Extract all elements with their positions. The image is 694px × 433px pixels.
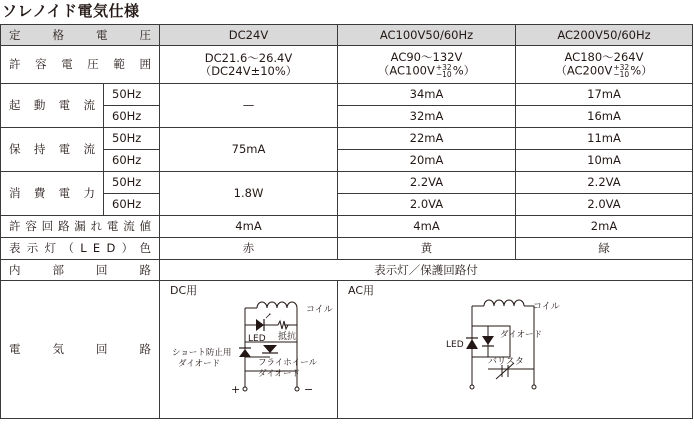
- holding-ac100-50: 22mA: [338, 128, 516, 150]
- ac100-range-note: （AC100V +32 −10 %）: [377, 63, 476, 79]
- label-internal-circuit: [1, 260, 160, 281]
- flywheel-label-1: フライホイール: [258, 358, 318, 368]
- label-char: 起: [9, 98, 21, 112]
- label-char: 気: [52, 342, 64, 356]
- freq-50hz: 50Hz: [104, 84, 160, 106]
- led-color-dc: 赤: [160, 238, 338, 260]
- label-char: 回: [96, 262, 108, 277]
- label-char: 容: [35, 57, 47, 71]
- ac-circuit-diagram: [338, 281, 693, 415]
- ac-diode-label: ダイオード: [500, 330, 543, 340]
- leakage-ac200: 2mA: [516, 216, 693, 238]
- freq-50hz: 50Hz: [104, 172, 160, 194]
- label-char: 色: [139, 241, 151, 255]
- label-char: L: [80, 241, 87, 255]
- spec-table: [0, 24, 693, 419]
- row-power-50: [1, 172, 693, 194]
- freq-60hz: 60Hz: [104, 150, 160, 172]
- protect-diode-label-1: ショート防止用: [172, 348, 232, 358]
- dc-circuit-diagram: [160, 281, 338, 415]
- label-char: 電: [96, 27, 108, 42]
- label-char: 許: [9, 57, 21, 71]
- leakage-ac100: 4mA: [338, 216, 516, 238]
- label-char: 電: [61, 57, 73, 71]
- label-char: 流: [83, 98, 95, 112]
- power-ac200-60: 2.0VA: [516, 194, 693, 216]
- ac200-range: AC180〜264V: [564, 50, 644, 64]
- dc-range-note: （DC24V±10%）: [199, 63, 298, 78]
- ac-led-label: LED: [446, 340, 464, 350]
- inrush-ac100-50: 34mA: [338, 84, 516, 106]
- label-char: れ: [90, 219, 103, 233]
- ac200-range-note: （AC200V +32 −10 %）: [555, 63, 653, 79]
- label-char: 電: [58, 98, 71, 112]
- label-char: 格: [52, 27, 64, 42]
- inrush-dc: —: [160, 84, 338, 128]
- flywheel-diode-symbol: [263, 345, 277, 353]
- ac-coil-label: コイル: [533, 302, 560, 312]
- label-led-color: [1, 238, 160, 260]
- label-char: 電: [106, 219, 119, 233]
- label-char: 電: [9, 342, 21, 356]
- label-char: 力: [83, 186, 95, 200]
- protect-diode-label-2: ダイオード: [178, 359, 221, 369]
- label-char: （: [62, 241, 74, 255]
- row-holding-50: [1, 128, 693, 150]
- freq-60hz: 60Hz: [104, 194, 160, 216]
- ac-diode-symbol: [482, 336, 494, 345]
- row-inrush-60: [1, 106, 693, 128]
- freq-50hz: 50Hz: [104, 128, 160, 150]
- page-title: ソレノイド電気仕様: [2, 2, 140, 20]
- dc-circuit-title: DC用: [170, 284, 198, 297]
- resistor-label: 抵抗: [278, 332, 297, 342]
- label-holding-current: [1, 128, 104, 172]
- label-char: 路: [57, 219, 70, 233]
- led-color-ac200: 緑: [516, 238, 693, 260]
- row-inrush-50: [1, 84, 693, 106]
- label-char: 灯: [44, 241, 57, 255]
- label-char: 囲: [139, 57, 151, 71]
- label-char: 費: [33, 186, 46, 200]
- label-char: 値: [139, 219, 151, 233]
- label-char: 部: [52, 262, 64, 277]
- label-char: 漏: [74, 219, 86, 233]
- ac-circuit-cell: [338, 281, 693, 419]
- label-char: 電: [58, 142, 71, 156]
- label-char: 圧: [139, 27, 151, 42]
- coil-label: コイル: [306, 305, 333, 315]
- inrush-ac200-50: 17mA: [516, 84, 693, 106]
- dc-circuit-cell: [160, 281, 338, 419]
- varistor-label: バリスタ: [488, 357, 524, 367]
- holding-ac200-60: 10mA: [516, 150, 693, 172]
- label-char: D: [106, 241, 116, 255]
- label-char: 電: [58, 186, 71, 200]
- label-char: 動: [33, 98, 46, 112]
- label-char: 圧: [87, 57, 99, 71]
- dc-range: DC21.6〜26.4V: [204, 50, 293, 65]
- label-allowable-voltage: [1, 46, 160, 84]
- header-dc: DC24V: [160, 25, 338, 46]
- row-allowable-voltage: [1, 46, 693, 84]
- allowable-voltage-ac200: [516, 46, 693, 84]
- row-electric-circuit: [1, 281, 693, 419]
- power-dc: 1.8W: [160, 172, 338, 216]
- label-char: 消: [9, 186, 21, 200]
- freq-60hz: 60Hz: [104, 106, 160, 128]
- holding-ac200-50: 11mA: [516, 128, 693, 150]
- ac-led-symbol: [466, 339, 478, 349]
- ac100-range: AC90〜132V: [390, 50, 463, 64]
- led-label: LED: [248, 334, 266, 344]
- holding-dc: 75mA: [160, 128, 338, 172]
- label-char: 路: [139, 262, 151, 277]
- label-leakage: [1, 216, 160, 238]
- label-char: ）: [121, 241, 134, 255]
- row-power-60: [1, 194, 693, 216]
- header-ac100: AC100V50/60Hz: [338, 25, 516, 46]
- allowable-voltage-dc: [160, 46, 338, 84]
- label-char: 保: [9, 142, 21, 156]
- label-electric-circuit: [1, 281, 160, 419]
- row-led-color: [1, 238, 693, 260]
- label-char: 容: [25, 219, 37, 233]
- flywheel-label-2: ダイオード: [258, 369, 301, 379]
- row-internal-circuit: [1, 260, 693, 281]
- minus-terminal-label: −: [304, 383, 314, 396]
- label-power: [1, 172, 104, 216]
- ac-circuit-title: AC用: [348, 284, 375, 297]
- label-inrush-current: [1, 84, 104, 128]
- allowable-voltage-ac100: [338, 46, 516, 84]
- power-ac100-50: 2.2VA: [338, 172, 516, 194]
- protect-diode-symbol: [239, 349, 251, 357]
- plus-terminal-label: +: [231, 383, 241, 396]
- label-char: 持: [33, 142, 46, 156]
- led-symbol: [256, 319, 264, 331]
- power-ac100-60: 2.0VA: [338, 194, 516, 216]
- label-char: 示: [26, 241, 39, 255]
- label-char: 定: [9, 27, 21, 42]
- inrush-ac200-60: 16mA: [516, 106, 693, 128]
- internal-circuit-value: 表示灯／保護回路付: [160, 260, 693, 281]
- leakage-dc: 4mA: [160, 216, 338, 238]
- label-char: 流: [123, 219, 135, 233]
- header-row: [1, 25, 693, 46]
- power-ac200-50: 2.2VA: [516, 172, 693, 194]
- label-char: 内: [9, 262, 21, 277]
- row-leakage: [1, 216, 693, 238]
- label-char: 回: [96, 342, 108, 356]
- holding-ac100-60: 20mA: [338, 150, 516, 172]
- label-char: 範: [113, 57, 125, 71]
- label-char: 回: [41, 219, 54, 233]
- label-char: 路: [139, 342, 151, 356]
- inrush-ac100-60: 32mA: [338, 106, 516, 128]
- label-char: E: [92, 241, 101, 255]
- led-color-ac100: 黄: [338, 238, 516, 260]
- label-char: 流: [83, 142, 95, 156]
- label-char: 表: [9, 241, 21, 255]
- row-holding-60: [1, 150, 693, 172]
- header-rated-voltage-label: [1, 29, 159, 42]
- label-char: 許: [9, 219, 21, 233]
- header-rated-voltage: [1, 25, 160, 46]
- header-ac200: AC200V50/60Hz: [516, 25, 693, 46]
